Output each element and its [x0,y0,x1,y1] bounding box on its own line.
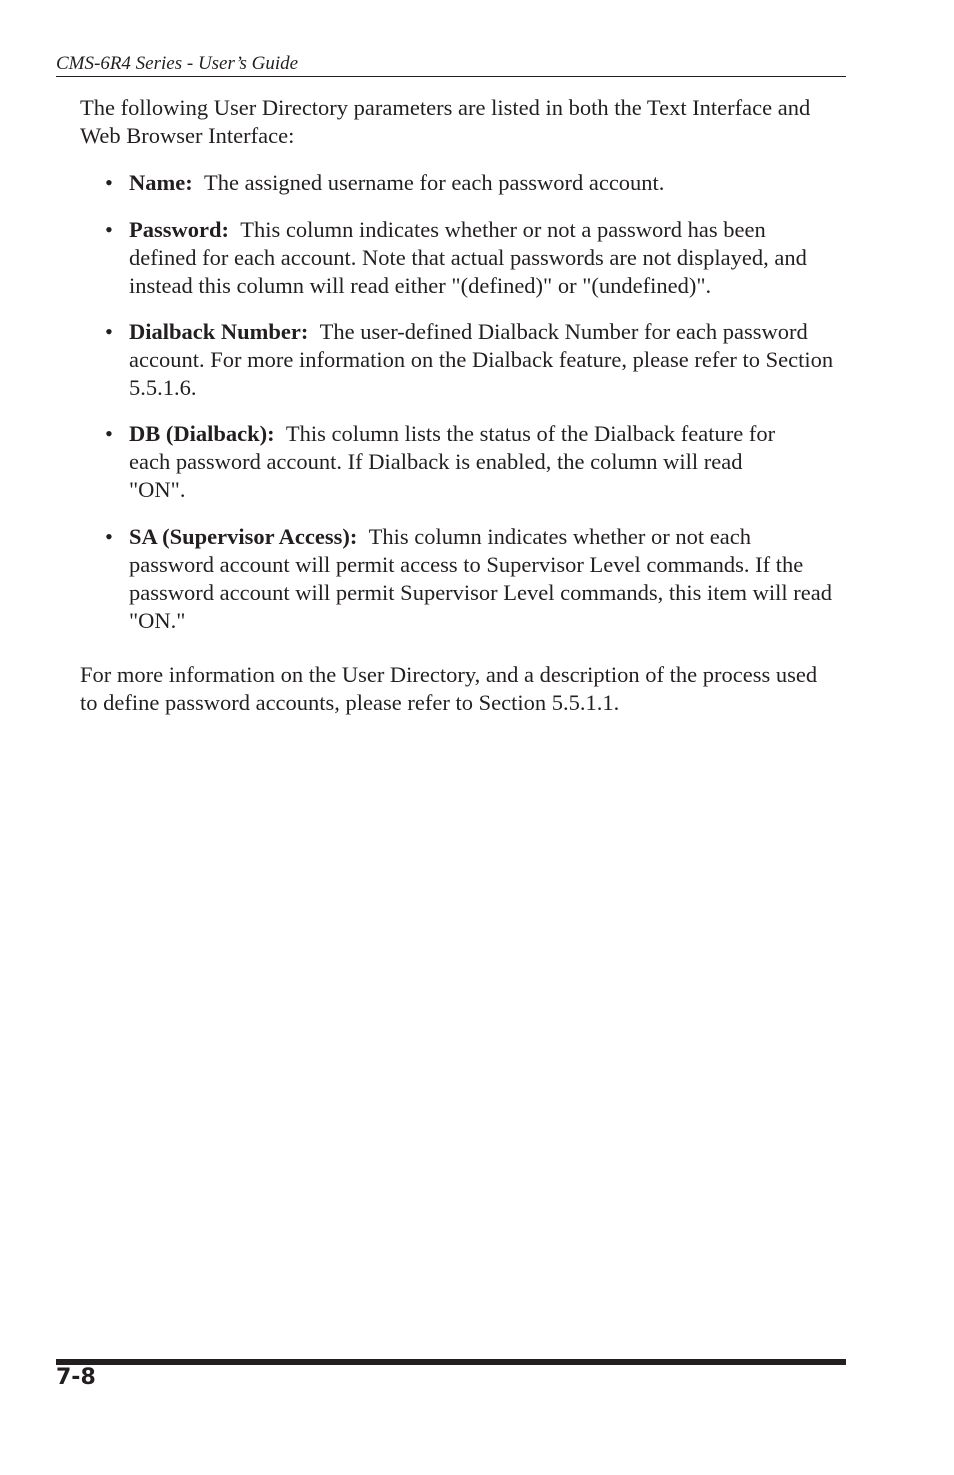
list-item-dialback-number [105,318,835,402]
term-description: The assigned username for each password account. [203,170,665,195]
term-label: Name: [129,170,193,195]
list-item-body [129,216,835,300]
intro-paragraph: The following User Directory parameters are listed in both the Text Interface and Web Browser Interface: [80,95,811,148]
term-description: This column indicates whether or not each password account will permit access to Supervisor Level commands. If the password account will permit Supervisor Level commands, this item will read "ON." [129,524,832,633]
bullet-icon: • [105,524,113,549]
footer-rule [56,1359,846,1365]
page-number: 7-8 [56,1365,96,1390]
term-label: Dialback Number: [129,319,309,344]
term-label: SA (Supervisor Access): [129,524,358,549]
list-item-body [129,169,835,197]
list-item-body [129,523,835,635]
list-item-name [105,169,835,197]
bullet-icon: • [105,170,113,195]
term-description: The user-defined Dialback Number for each password account. For more information on the Dialback feature, please refer to Section 5.5.1.6. [129,319,834,400]
list-item-db-dialback [105,420,795,504]
term-label: Password: [129,217,229,242]
bullet-icon: • [105,421,113,446]
list-item-body [129,318,835,402]
bullet-icon: • [105,217,113,242]
term-description: This column lists the status of the Dialback feature for each password account. If Dialback is enabled, the column will read "ON". [129,421,776,502]
list-item-body [129,420,795,504]
term-description: This column indicates whether or not a password has been defined for each account. Note that actual passwords are not displayed, and instead this column will read either "(defined)" or "(undefined)". [129,217,807,298]
list-item-password [105,216,835,300]
list-item-supervisor-access [105,523,835,635]
closing-paragraph: For more information on the User Directory, and a description of the process used to define password accounts, please refer to Section 5.5.1.1. [80,662,818,715]
bullet-icon: • [105,319,113,344]
header-rule [56,76,846,77]
running-header: CMS-6R4 Series - User’s Guide [56,53,299,74]
term-label: DB (Dialback): [129,421,275,446]
